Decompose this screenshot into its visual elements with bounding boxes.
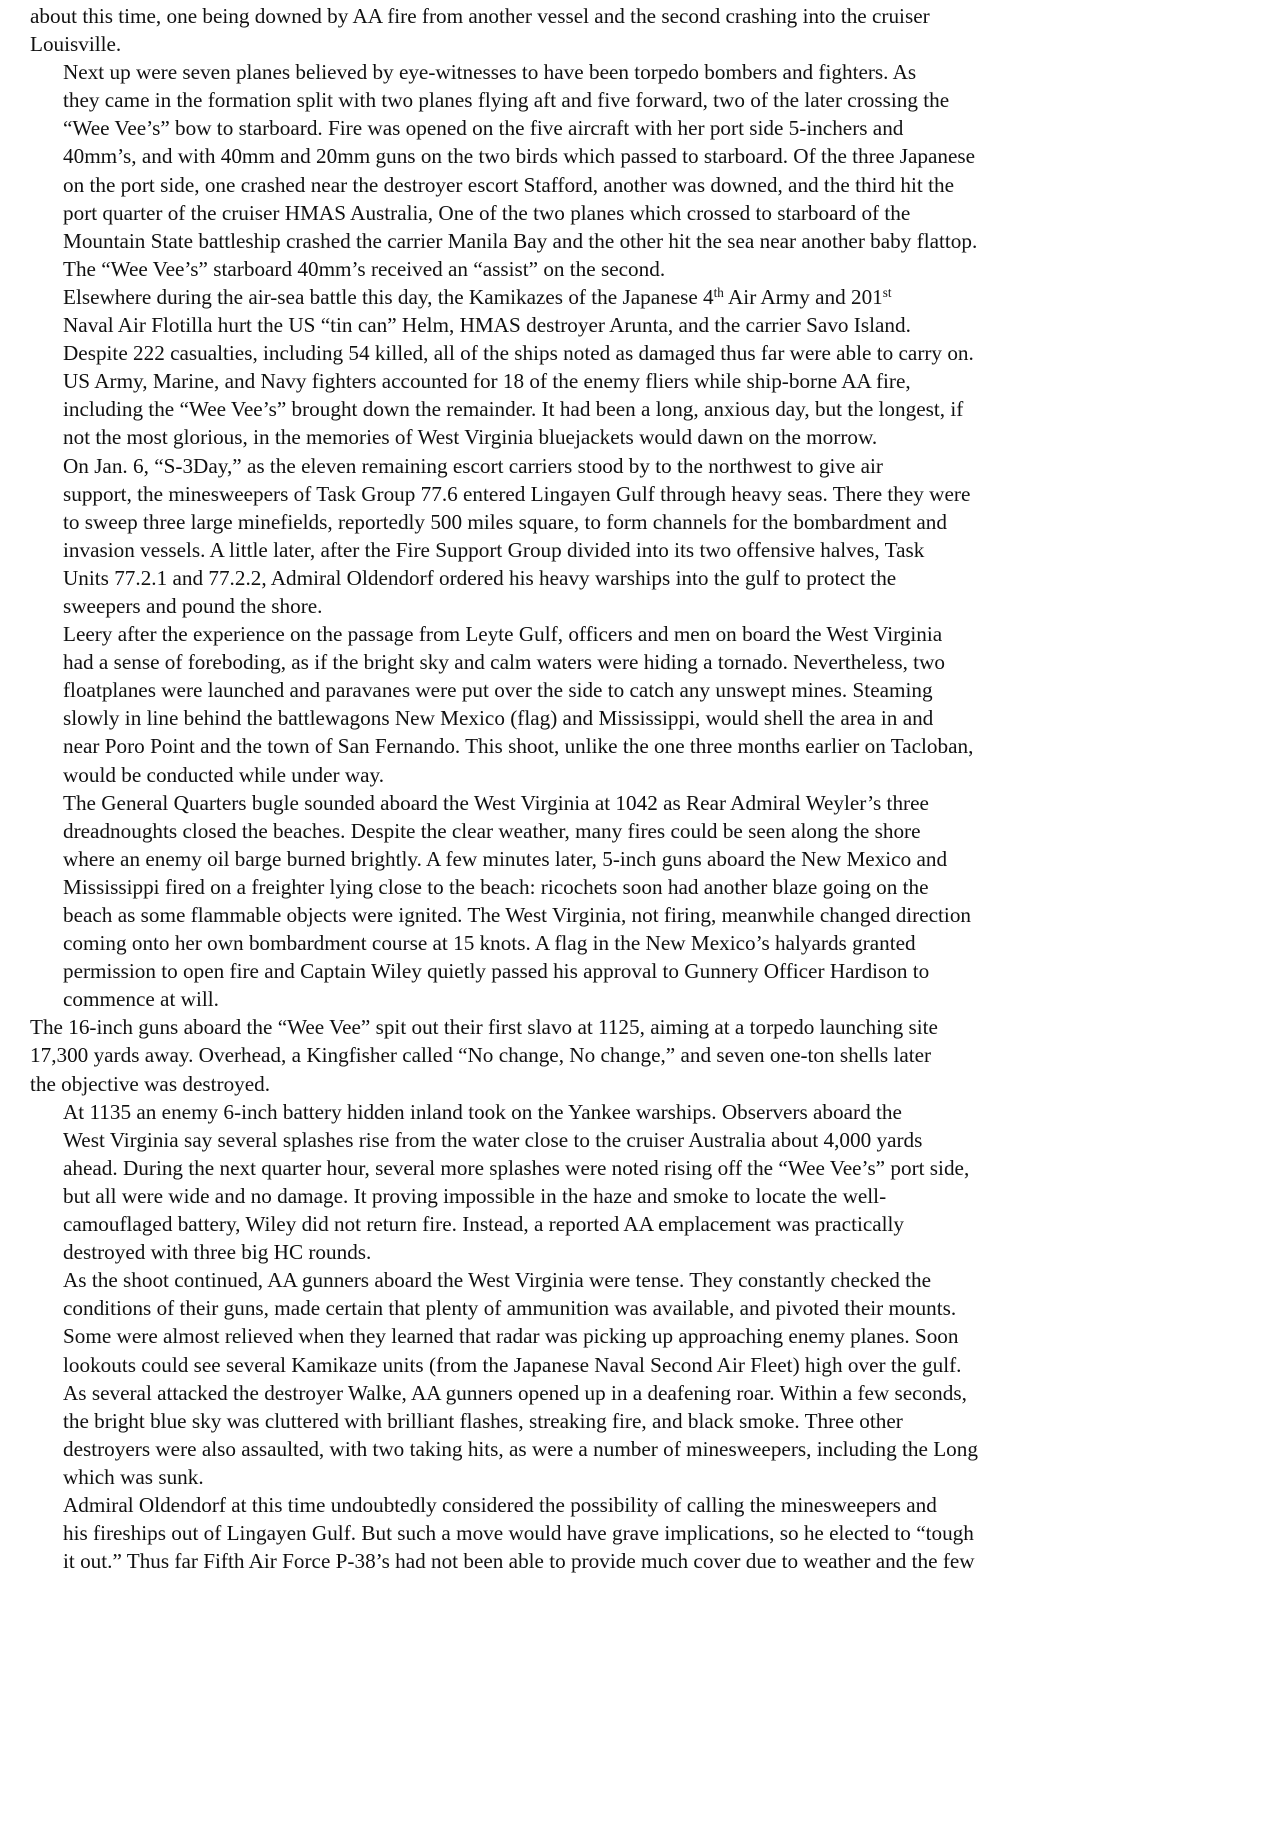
paragraph bbox=[30, 2, 1260, 58]
text-line: commence at will. bbox=[63, 987, 219, 1012]
text-line: On Jan. 6, “S-3Day,” as the eleven remaining escort carriers stood by to the northwest to give air bbox=[63, 453, 883, 478]
text-line: Admiral Oldendorf at this time undoubtedly considered the possibility of calling the minesweepers and bbox=[63, 1492, 937, 1517]
text-line: floatplanes were launched and paravanes were put over the side to catch any unswept mines. Steaming bbox=[63, 678, 933, 703]
text-line: Leery after the experience on the passage from Leyte Gulf, officers and men on board the West Virginia bbox=[63, 622, 943, 647]
text-line: “Wee Vee’s” bow to starboard. Fire was opened on the five aircraft with her port side 5-inchers and bbox=[63, 116, 904, 141]
paragraph bbox=[30, 1491, 1260, 1575]
text-line: Mountain State battleship crashed the carrier Manila Bay and the other hit the sea near another baby flattop. bbox=[63, 228, 978, 253]
text-line: Despite 222 casualties, including 54 killed, all of the ships noted as damaged thus far were able to carry on. bbox=[63, 341, 974, 366]
text-line: support, the minesweepers of Task Group 77.6 entered Lingayen Gulf through heavy seas. There they were bbox=[63, 481, 971, 506]
text-line: the bright blue sky was cluttered with brilliant flashes, streaking fire, and black smoke. Three other bbox=[63, 1408, 903, 1433]
text-line: but all were wide and no damage. It proving impossible in the haze and smoke to locate the well- bbox=[63, 1183, 887, 1208]
text-line: including the “Wee Vee’s” brought down the remainder. It had been a long, anxious day, but the longest, if bbox=[63, 397, 964, 422]
text-line: where an enemy oil barge burned brightly. A few minutes later, 5-inch guns aboard the New Mexico and bbox=[63, 846, 948, 871]
paragraph bbox=[30, 1013, 1260, 1097]
paragraph bbox=[30, 452, 1260, 621]
paragraph bbox=[30, 1098, 1260, 1267]
text-line: The “Wee Vee’s” starboard 40mm’s received an “assist” on the second. bbox=[63, 256, 666, 281]
text-line: conditions of their guns, made certain that plenty of ammunition was available, and pivoted their mounts. bbox=[63, 1296, 957, 1321]
text-line: As several attacked the destroyer Walke, AA gunners opened up in a deafening roar. Within a few seconds, bbox=[63, 1380, 967, 1405]
text-line: beach as some flammable objects were ignited. The West Virginia, not firing, meanwhile changed direction bbox=[63, 903, 972, 927]
text-line: lookouts could see several Kamikaze units (from the Japanese Naval Second Air Fleet) high over the gulf. bbox=[63, 1352, 962, 1377]
superscript: th bbox=[713, 284, 724, 300]
paragraph bbox=[30, 1266, 1260, 1491]
text-line: Next up were seven planes believed by eye-witnesses to have been torpedo bombers and fighters. As bbox=[63, 60, 917, 85]
text-line: US Army, Marine, and Navy fighters accounted for 18 of the enemy fliers while ship-borne AA fire, bbox=[63, 369, 911, 394]
text-line: not the most glorious, in the memories of West Virginia bluejackets would dawn on the morrow. bbox=[63, 425, 878, 450]
text-line: The 16-inch guns aboard the “Wee Vee” spit out their first slavo at 1125, aiming at a torpedo launching site bbox=[30, 1015, 938, 1040]
text-line: port quarter of the cruiser HMAS Australia, One of the two planes which crossed to starboard of the bbox=[63, 200, 911, 225]
text-line: Naval Air Flotilla hurt the US “tin can” Helm, HMAS destroyer Arunta, and the carrier Savo Island. bbox=[63, 313, 911, 338]
text-line: As the shoot continued, AA gunners aboard the West Virginia were tense. They constantly checked the bbox=[63, 1268, 932, 1293]
text-line: which was sunk. bbox=[63, 1464, 204, 1489]
text-line: sweepers and pound the shore. bbox=[63, 593, 323, 618]
text-line: invasion vessels. A little later, after the Fire Support Group divided into its two offensive halves, Task bbox=[63, 537, 925, 562]
text-line: 17,300 yards away. Overhead, a Kingfisher called “No change, No change,” and seven one-ton shells later bbox=[30, 1043, 932, 1068]
text-line: coming onto her own bombardment course at 15 knots. A flag in the New Mexico’s halyards granted bbox=[63, 931, 916, 956]
paragraph bbox=[30, 789, 1260, 1014]
text-line: Mississippi fired on a freighter lying close to the beach: ricochets soon had another blaze going on the bbox=[63, 874, 929, 899]
text-line: 40mm’s, and with 40mm and 20mm guns on the two birds which passed to starboard. Of the three Japanese bbox=[63, 144, 976, 169]
text-line: had a sense of foreboding, as if the bright sky and calm waters were hiding a tornado. Nevertheless, two bbox=[63, 650, 945, 675]
text-line: his fireships out of Lingayen Gulf. But such a move would have grave implications, so he elected to “tough bbox=[63, 1521, 974, 1546]
text-line: would be conducted while under way. bbox=[63, 762, 385, 787]
text-line: about this time, one being downed by AA fire from another vessel and the second crashing into the cruiser bbox=[30, 4, 930, 28]
document-page bbox=[30, 2, 1260, 1575]
text-line: At 1135 an enemy 6-inch battery hidden inland took on the Yankee warships. Observers aboard the bbox=[63, 1099, 902, 1124]
paragraph bbox=[30, 283, 1260, 452]
text-line: destroyers were also assaulted, with two taking hits, as were a number of minesweepers, including the Long bbox=[63, 1436, 978, 1461]
text-line: West Virginia say several splashes rise from the water close to the cruiser Australia about 4,000 yards bbox=[63, 1127, 923, 1152]
text-segment: Air Army and 201 bbox=[723, 284, 883, 309]
superscript: st bbox=[882, 284, 892, 300]
paragraph bbox=[30, 58, 1260, 283]
text-line: Units 77.2.1 and 77.2.2, Admiral Oldendorf ordered his heavy warships into the gulf to protect the bbox=[63, 565, 897, 590]
text-line: ahead. During the next quarter hour, several more splashes were noted rising off the “Wee Vee’s” port side, bbox=[63, 1155, 970, 1180]
text-line: Some were almost relieved when they learned that radar was picking up approaching enemy planes. Soon bbox=[63, 1324, 959, 1349]
text-line: to sweep three large minefields, reportedly 500 miles square, to form channels for the bombardment and bbox=[63, 509, 947, 534]
text-line: dreadnoughts closed the beaches. Despite the clear weather, many fires could be seen along the shore bbox=[63, 818, 921, 843]
text-line: Louisville. bbox=[30, 32, 122, 57]
text-line: they came in the formation split with two planes flying aft and five forward, two of the later crossing the bbox=[63, 88, 950, 113]
paragraph bbox=[30, 620, 1260, 789]
text-line: the objective was destroyed. bbox=[30, 1071, 271, 1096]
text-line: slowly in line behind the battlewagons New Mexico (flag) and Mississippi, would shell the area in and bbox=[63, 706, 934, 731]
text-line: destroyed with three big HC rounds. bbox=[63, 1240, 372, 1265]
text-line: it out.” Thus far Fifth Air Force P-38’s had not been able to provide much cover due to weather and the few bbox=[63, 1549, 975, 1574]
text-line: permission to open fire and Captain Wiley quietly passed his approval to Gunnery Officer Hardison to bbox=[63, 959, 930, 984]
text-line: on the port side, one crashed near the destroyer escort Stafford, another was downed, and the third hit the bbox=[63, 172, 954, 197]
text-line: camouflaged battery, Wiley did not return fire. Instead, a reported AA emplacement was practically bbox=[63, 1212, 905, 1237]
text-line-with-superscripts bbox=[30, 283, 1260, 311]
text-segment: Elsewhere during the air-sea battle this day, the Kamikazes of the Japanese 4 bbox=[63, 284, 714, 309]
text-line: The General Quarters bugle sounded aboard the West Virginia at 1042 as Rear Admiral Weyler’s three bbox=[63, 790, 929, 815]
text-line: near Poro Point and the town of San Fernando. This shoot, unlike the one three months earlier on Tacloban, bbox=[63, 734, 974, 759]
